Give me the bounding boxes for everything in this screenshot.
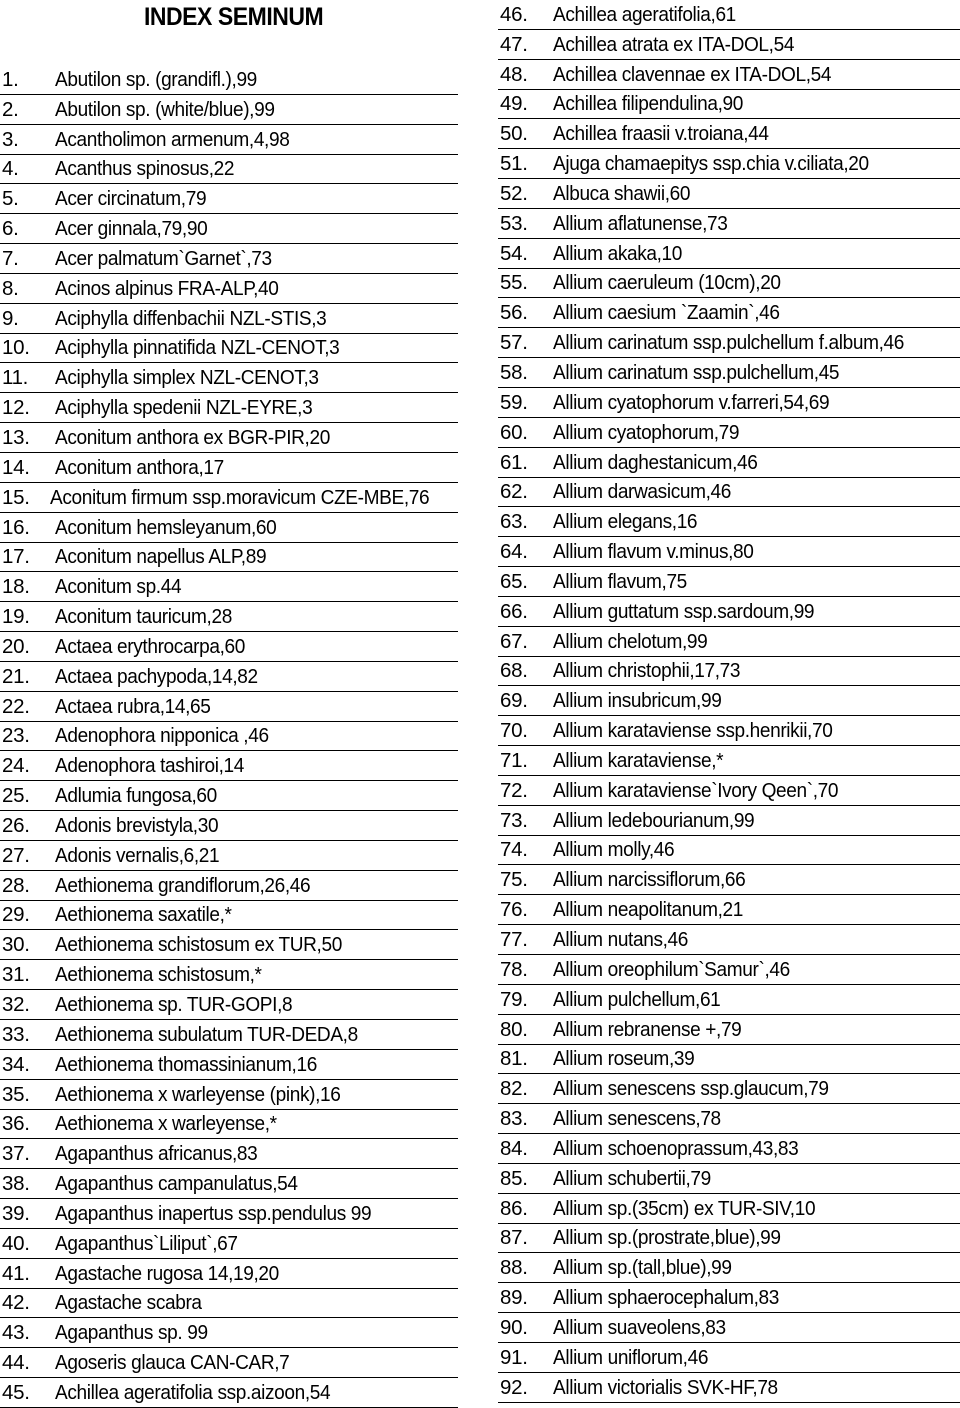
item-name: Agapanthus`Liliput`,67 <box>55 1231 238 1255</box>
item-name: Achillea ageratifolia ssp.aizoon,54 <box>55 1380 331 1404</box>
item-name: Allium flavum v.minus,80 <box>553 540 754 564</box>
item-name: Allium sp.(35cm) ex TUR-SIV,10 <box>553 1196 816 1220</box>
item-number: 3. <box>2 127 19 151</box>
item-number: 56. <box>500 301 528 325</box>
item-number: 40. <box>2 1231 30 1255</box>
item-number: 60. <box>500 420 528 444</box>
item-name: Allium chelotum,99 <box>553 629 708 653</box>
list-item <box>0 214 458 244</box>
list-item <box>498 119 960 149</box>
list-item <box>498 239 960 269</box>
list-item <box>498 955 960 985</box>
item-name: Allium insubricum,99 <box>553 689 722 713</box>
list-item <box>498 1313 960 1343</box>
list-item <box>0 65 458 95</box>
item-number: 72. <box>500 778 528 802</box>
list-item <box>498 1343 960 1373</box>
list-item <box>498 328 960 358</box>
item-number: 81. <box>500 1047 528 1071</box>
seed-list-right <box>498 0 960 1403</box>
item-number: 6. <box>2 217 19 241</box>
list-item <box>498 507 960 537</box>
list-item <box>498 597 960 627</box>
list-item <box>0 1139 458 1169</box>
list-item <box>498 298 960 328</box>
item-number: 65. <box>500 569 528 593</box>
item-name: Allium schoenoprassum,43,83 <box>553 1136 799 1160</box>
item-name: Allium molly,46 <box>553 838 675 862</box>
item-name: Allium darwasicum,46 <box>553 480 731 504</box>
list-item <box>498 30 960 60</box>
item-name: Aconitum sp.44 <box>55 575 182 599</box>
list-item <box>498 537 960 567</box>
item-name: Achillea atrata ex ITA-DOL,54 <box>553 32 795 56</box>
item-number: 76. <box>500 898 528 922</box>
item-name: Aciphylla diffenbachii NZL-STIS,3 <box>55 306 327 330</box>
list-item <box>498 1164 960 1194</box>
item-name: Agastache rugosa 14,19,20 <box>55 1261 279 1285</box>
item-number: 22. <box>2 694 30 718</box>
list-item <box>0 1199 458 1229</box>
item-number: 33. <box>2 1022 30 1046</box>
list-item <box>0 1110 458 1140</box>
item-name: Allium victorialis SVK-HF,78 <box>553 1375 778 1399</box>
list-item <box>498 478 960 508</box>
item-number: 75. <box>500 868 528 892</box>
item-number: 9. <box>2 306 19 330</box>
item-name: Aconitum firmum ssp.moravicum CZE-MBE,76 <box>50 485 430 509</box>
item-number: 13. <box>2 425 30 449</box>
item-name: Allium elegans,16 <box>553 510 698 534</box>
item-number: 53. <box>500 211 528 235</box>
item-name: Allium karataviense ssp.henrikii,70 <box>553 719 833 743</box>
item-name: Allium sp.(tall,blue),99 <box>553 1256 732 1280</box>
item-name: Aconitum napellus ALP,89 <box>55 545 267 569</box>
list-item <box>498 776 960 806</box>
list-item <box>498 567 960 597</box>
list-item <box>0 244 458 274</box>
item-name: Allium caesium `Zaamin`,46 <box>553 301 780 325</box>
item-number: 39. <box>2 1201 30 1225</box>
list-item <box>0 184 458 214</box>
list-item <box>0 1050 458 1080</box>
item-name: Allium sp.(prostrate,blue),99 <box>553 1226 781 1250</box>
item-name: Abutilon sp. (white/blue),99 <box>55 97 275 121</box>
item-number: 66. <box>500 599 528 623</box>
item-name: Allium pulchellum,61 <box>553 987 721 1011</box>
item-number: 83. <box>500 1107 528 1131</box>
item-number: 37. <box>2 1142 30 1166</box>
list-item <box>0 901 458 931</box>
item-name: Agapanthus campanulatus,54 <box>55 1172 298 1196</box>
list-item <box>498 985 960 1015</box>
item-number: 27. <box>2 843 30 867</box>
list-item <box>0 95 458 125</box>
item-name: Allium cyatophorum v.farreri,54,69 <box>553 390 830 414</box>
item-number: 42. <box>2 1291 30 1315</box>
right-column <box>498 0 960 1403</box>
item-number: 57. <box>500 331 528 355</box>
item-number: 61. <box>500 450 528 474</box>
list-item <box>0 871 458 901</box>
item-name: Acanthus spinosus,22 <box>55 157 235 181</box>
item-number: 82. <box>500 1077 528 1101</box>
item-number: 23. <box>2 724 30 748</box>
item-name: Ajuga chamaepitys ssp.chia v.ciliata,20 <box>553 152 869 176</box>
item-name: Allium daghestanicum,46 <box>553 450 758 474</box>
page-title: INDEX SEMINUM <box>143 3 324 31</box>
list-item <box>0 662 458 692</box>
list-item <box>498 1373 960 1403</box>
item-name: Allium sphaerocephalum,83 <box>553 1286 779 1310</box>
list-item <box>0 632 458 662</box>
item-number: 14. <box>2 455 30 479</box>
item-number: 58. <box>500 360 528 384</box>
item-name: Allium carinatum ssp.pulchellum f.album,46 <box>553 331 905 355</box>
item-number: 24. <box>2 754 30 778</box>
item-number: 15. <box>2 485 30 509</box>
item-number: 18. <box>2 575 30 599</box>
item-number: 1. <box>2 67 19 91</box>
item-name: Aconitum anthora,17 <box>55 455 224 479</box>
list-item <box>498 806 960 836</box>
item-number: 50. <box>500 122 528 146</box>
list-item <box>0 1169 458 1199</box>
list-item <box>498 1283 960 1313</box>
list-item <box>0 125 458 155</box>
item-number: 51. <box>500 152 528 176</box>
item-name: Agastache scabra <box>55 1291 202 1315</box>
item-name: Aethionema x warleyense,* <box>55 1112 277 1136</box>
item-number: 88. <box>500 1256 528 1280</box>
item-number: 21. <box>2 664 30 688</box>
list-item <box>498 746 960 776</box>
item-name: Aethionema subulatum TUR-DEDA,8 <box>55 1022 358 1046</box>
list-item <box>498 627 960 657</box>
item-number: 70. <box>500 719 528 743</box>
item-name: Allium cyatophorum,79 <box>553 420 740 444</box>
item-number: 48. <box>500 62 528 86</box>
list-item <box>498 686 960 716</box>
item-number: 90. <box>500 1315 528 1339</box>
item-number: 26. <box>2 813 30 837</box>
list-item <box>0 155 458 185</box>
item-number: 87. <box>500 1226 528 1250</box>
item-name: Allium suaveolens,83 <box>553 1315 726 1339</box>
item-number: 12. <box>2 396 30 420</box>
item-name: Acer circinatum,79 <box>55 187 207 211</box>
item-name: Abutilon sp. (grandifl.),99 <box>55 67 257 91</box>
list-item <box>498 60 960 90</box>
item-number: 85. <box>500 1166 528 1190</box>
item-number: 16. <box>2 515 30 539</box>
item-name: Actaea pachypoda,14,82 <box>55 664 258 688</box>
list-item <box>0 513 458 543</box>
item-name: Aciphylla spedenii NZL-EYRE,3 <box>55 396 313 420</box>
list-item <box>498 179 960 209</box>
list-item <box>498 149 960 179</box>
list-item <box>0 1229 458 1259</box>
item-name: Acantholimon armenum,4,98 <box>55 127 290 151</box>
item-number: 64. <box>500 540 528 564</box>
item-name: Allium ledebourianum,99 <box>553 808 755 832</box>
item-name: Agapanthus africanus,83 <box>55 1142 258 1166</box>
list-item <box>0 722 458 752</box>
item-number: 71. <box>500 748 528 772</box>
item-name: Adonis brevistyla,30 <box>55 813 219 837</box>
item-name: Allium guttatum ssp.sardoum,99 <box>553 599 815 623</box>
item-number: 77. <box>500 928 528 951</box>
item-number: 32. <box>2 993 30 1016</box>
list-item <box>0 393 458 423</box>
item-name: Allium oreophilum`Samur`,46 <box>553 957 790 981</box>
item-name: Achillea clavennae ex ITA-DOL,54 <box>553 62 832 86</box>
item-name: Aethionema schistosum,* <box>55 963 262 987</box>
list-item <box>0 483 458 513</box>
list-item <box>0 781 458 811</box>
list-item <box>0 692 458 722</box>
list-item <box>498 716 960 746</box>
item-name: Allium christophii,17,73 <box>553 659 741 683</box>
list-item <box>0 751 458 781</box>
list-item <box>0 363 458 393</box>
item-name: Allium caeruleum (10cm),20 <box>553 271 781 295</box>
list-item <box>498 895 960 925</box>
list-item <box>498 925 960 955</box>
list-item <box>498 865 960 895</box>
item-name: Acer palmatum`Garnet`,73 <box>55 246 272 270</box>
list-item <box>0 841 458 871</box>
list-item <box>498 1104 960 1134</box>
item-name: Aethionema x warleyense (pink),16 <box>55 1082 341 1106</box>
list-item <box>0 453 458 483</box>
list-item <box>0 274 458 304</box>
item-number: 38. <box>2 1172 30 1196</box>
item-name: Aethionema thomassinianum,16 <box>55 1052 317 1076</box>
item-name: Allium flavum,75 <box>553 569 687 593</box>
list-item <box>0 1348 458 1378</box>
item-name: Adenophora tashiroi,14 <box>55 754 244 778</box>
item-name: Allium akaka,10 <box>553 241 683 265</box>
item-number: 84. <box>500 1136 528 1160</box>
item-number: 17. <box>2 545 30 569</box>
item-number: 2. <box>2 97 19 121</box>
item-name: Allium karataviense,* <box>553 748 724 772</box>
item-name: Actaea rubra,14,65 <box>55 694 211 718</box>
item-name: Allium schubertii,79 <box>553 1166 711 1190</box>
item-name: Achillea fraasii v.troiana,44 <box>553 122 769 146</box>
item-name: Allium neapolitanum,21 <box>553 898 744 922</box>
item-number: 10. <box>2 336 30 360</box>
item-number: 52. <box>500 181 528 205</box>
list-item <box>0 1020 458 1050</box>
item-name: Albuca shawii,60 <box>553 181 691 205</box>
item-name: Agoseris glauca CAN-CAR,7 <box>55 1351 290 1375</box>
list-item <box>0 1318 458 1348</box>
item-number: 30. <box>2 933 30 957</box>
item-number: 11. <box>2 366 29 390</box>
item-number: 41. <box>2 1261 30 1285</box>
item-name: Allium narcissiflorum,66 <box>553 868 746 892</box>
item-name: Actaea erythrocarpa,60 <box>55 634 246 658</box>
item-name: Aethionema grandiflorum,26,46 <box>55 873 311 897</box>
list-item <box>0 1080 458 1110</box>
item-number: 63. <box>500 510 528 534</box>
list-item <box>498 1224 960 1254</box>
item-number: 47. <box>500 32 528 56</box>
item-number: 68. <box>500 659 528 683</box>
item-name: Achillea ageratifolia,61 <box>553 2 736 26</box>
list-item <box>498 1253 960 1283</box>
item-name: Allium roseum,39 <box>553 1047 695 1071</box>
item-number: 86. <box>500 1196 528 1220</box>
item-name: Agapanthus sp. 99 <box>55 1321 208 1345</box>
item-number: 43. <box>2 1321 30 1345</box>
item-name: Allium senescens,78 <box>553 1107 721 1131</box>
item-number: 74. <box>500 838 528 862</box>
list-item <box>0 572 458 602</box>
item-name: Allium karataviense`Ivory Qeen`,70 <box>553 778 839 802</box>
item-number: 44. <box>2 1351 30 1375</box>
list-item <box>0 811 458 841</box>
item-number: 73. <box>500 808 528 832</box>
list-item <box>0 990 458 1020</box>
list-item <box>0 543 458 573</box>
item-name: Aconitum tauricum,28 <box>55 605 232 629</box>
item-name: Adonis vernalis,6,21 <box>55 843 220 867</box>
list-item <box>498 1074 960 1104</box>
item-number: 91. <box>500 1345 528 1369</box>
item-number: 80. <box>500 1017 528 1041</box>
item-name: Aconitum anthora ex BGR-PIR,20 <box>55 425 330 449</box>
item-number: 79. <box>500 987 528 1011</box>
list-item <box>0 930 458 960</box>
list-item <box>0 1259 458 1289</box>
item-number: 34. <box>2 1052 30 1076</box>
item-number: 49. <box>500 92 528 116</box>
item-name: Aethionema schistosum ex TUR,50 <box>55 933 342 957</box>
item-number: 69. <box>500 689 528 713</box>
item-number: 31. <box>2 963 30 987</box>
item-name: Allium carinatum ssp.pulchellum,45 <box>553 360 840 384</box>
item-number: 67. <box>500 629 528 653</box>
item-number: 28. <box>2 873 30 897</box>
item-number: 19. <box>2 605 30 629</box>
item-name: Aciphylla simplex NZL-CENOT,3 <box>55 366 319 390</box>
item-name: Allium aflatunense,73 <box>553 211 728 235</box>
item-name: Allium nutans,46 <box>553 928 689 951</box>
item-name: Aciphylla pinnatifida NZL-CENOT,3 <box>55 336 340 360</box>
item-name: Acinos alpinus FRA-ALP,40 <box>55 276 279 300</box>
left-column <box>0 0 458 1408</box>
item-number: 29. <box>2 903 30 927</box>
list-item <box>498 1194 960 1224</box>
list-item <box>498 358 960 388</box>
list-item <box>498 209 960 239</box>
item-name: Allium uniflorum,46 <box>553 1345 709 1369</box>
item-number: 5. <box>2 187 19 211</box>
item-name: Adlumia fungosa,60 <box>55 784 217 808</box>
list-item <box>498 1134 960 1164</box>
item-number: 62. <box>500 480 528 504</box>
list-item <box>498 836 960 866</box>
item-name: Aethionema saxatile,* <box>55 903 232 927</box>
item-number: 92. <box>500 1375 528 1399</box>
list-item <box>498 0 960 30</box>
list-item <box>0 1378 458 1408</box>
list-item <box>0 602 458 632</box>
item-name: Achillea filipendulina,90 <box>553 92 743 116</box>
list-item <box>498 657 960 687</box>
list-item <box>498 90 960 120</box>
item-number: 59. <box>500 390 528 414</box>
list-item <box>0 960 458 990</box>
item-name: Allium senescens ssp.glaucum,79 <box>553 1077 829 1101</box>
item-number: 54. <box>500 241 528 265</box>
list-item <box>498 418 960 448</box>
item-number: 4. <box>2 157 19 181</box>
list-item <box>498 388 960 418</box>
item-number: 36. <box>2 1112 30 1136</box>
item-number: 46. <box>500 2 528 26</box>
item-number: 78. <box>500 957 528 981</box>
list-item <box>498 1015 960 1045</box>
item-number: 25. <box>2 784 30 808</box>
item-number: 35. <box>2 1082 30 1106</box>
item-number: 8. <box>2 276 19 300</box>
item-name: Adenophora nipponica ,46 <box>55 724 269 748</box>
list-item <box>0 334 458 364</box>
item-name: Aconitum hemsleyanum,60 <box>55 515 277 539</box>
list-item <box>0 1289 458 1319</box>
item-name: Allium rebranense +,79 <box>553 1017 742 1041</box>
list-item <box>0 423 458 453</box>
item-number: 45. <box>2 1380 30 1404</box>
item-number: 20. <box>2 634 30 658</box>
list-item <box>498 269 960 299</box>
list-item <box>498 448 960 478</box>
item-name: Aethionema sp. TUR-GOPI,8 <box>55 993 293 1016</box>
item-name: Agapanthus inapertus ssp.pendulus 99 <box>55 1201 372 1225</box>
item-number: 89. <box>500 1286 528 1310</box>
list-item <box>0 304 458 334</box>
seed-list-left <box>0 65 458 1408</box>
item-number: 55. <box>500 271 528 295</box>
list-item <box>498 1045 960 1075</box>
item-name: Acer ginnala,79,90 <box>55 217 208 241</box>
item-number: 7. <box>2 246 19 270</box>
